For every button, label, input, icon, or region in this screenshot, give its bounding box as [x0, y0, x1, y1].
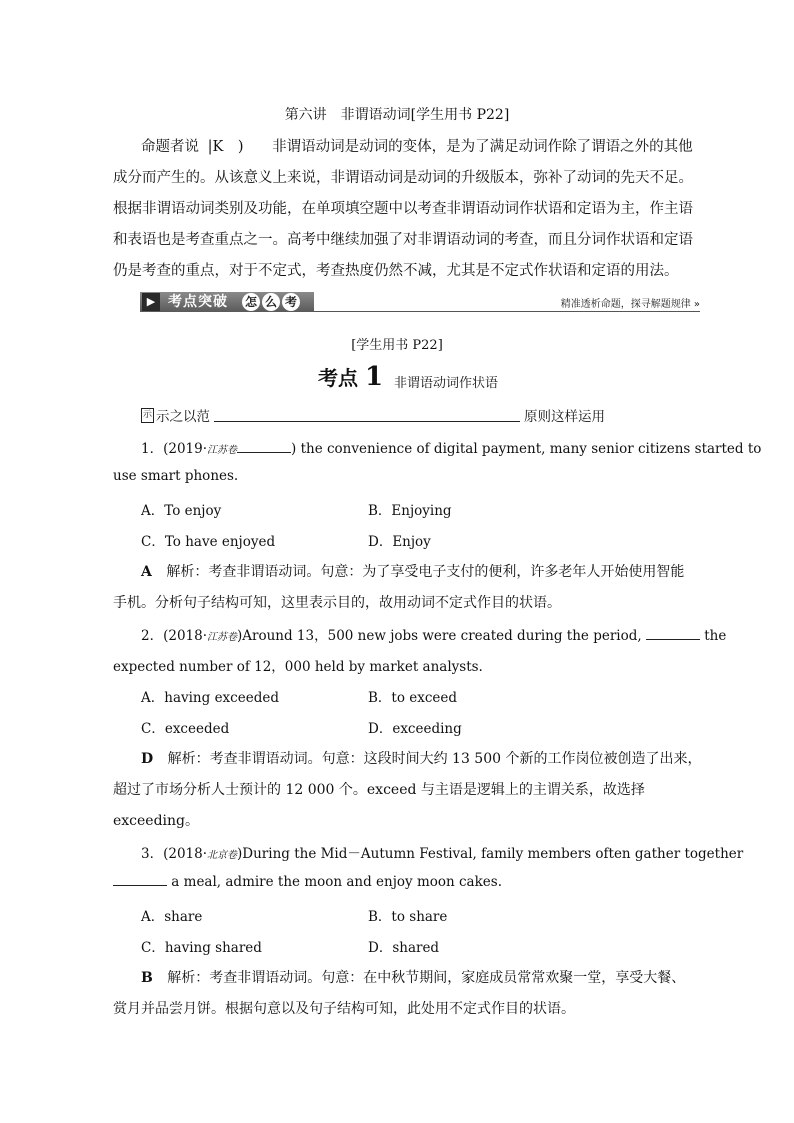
question-3-num: 3．(2018·: [141, 846, 208, 862]
question-1-analysis-line-1: [113, 561, 683, 581]
question-3-option-c: C．having shared: [141, 940, 262, 956]
kaodian-number: 1: [364, 362, 384, 392]
question-3-text-2: a meal, admire the moon and enjoy moon cakes.: [171, 874, 502, 890]
question-2-option-a: A．having exceeded: [141, 690, 279, 706]
question-2-answer: D: [141, 751, 154, 767]
banner-circle-2: 么: [262, 293, 280, 311]
question-2-blank: [646, 627, 700, 640]
question-1-option-b: B．Enjoying: [368, 503, 452, 519]
question-1-answer: A: [141, 564, 152, 580]
shiyi-box-icon: 示: [141, 408, 154, 423]
question-3-line-2: [113, 873, 502, 890]
banner-rule: [314, 311, 700, 312]
question-1-option-d: D．Enjoy: [368, 534, 431, 550]
kaodian-subtitle: 非谓语动词作状语: [394, 376, 499, 391]
shiyi-right: 原则这样运用: [524, 409, 605, 425]
question-2-analysis-text: 解析：考查非谓语动词。句意：这段时间大约 13 500 个新的工作岗位被创造了出来，: [167, 751, 702, 767]
intro-line-4: 和表语也是考查重点之一。高考中继续加强了对非谓语动词的考查，而且分词作状语和定语: [113, 232, 693, 248]
question-3-line-1: [141, 842, 743, 862]
question-2-source: 江苏卷: [207, 632, 238, 643]
question-1-option-a: A．To enjoy: [141, 503, 222, 519]
question-2-analysis-line-1: [113, 748, 702, 768]
question-2-line-1: [141, 624, 726, 644]
question-1-blank: [237, 440, 291, 453]
question-3-analysis-text: 解析：考查非谓语动词。句意：在中秋节期间，家庭成员常常欢聚一堂，享受大餐、: [167, 970, 686, 986]
kaodian-prefix: 考点: [318, 366, 358, 390]
question-2-option-b: B．to exceed: [368, 690, 458, 706]
intro-line-1: [113, 135, 693, 156]
question-1-text: ) the convenience of digital payment, many senior citizens started to: [291, 441, 762, 457]
section-banner: [140, 292, 700, 314]
question-2-num: 2．(2018·: [141, 628, 208, 644]
banner-circle-1: 怎: [242, 293, 260, 311]
banner-circles: [242, 293, 300, 311]
shiyi-line: [141, 405, 605, 425]
shiyi-left: 示之以范: [156, 409, 210, 425]
question-2-analysis-line-3: exceeding。: [113, 813, 200, 829]
question-1-option-c: C．To have enjoyed: [141, 534, 276, 550]
intro-line-3: 根据非谓语动词类别及功能，在单项填空题中以考查非谓语动词作状语和定语为主，作主语: [113, 201, 693, 217]
question-3-answer: B: [141, 970, 153, 986]
intro-mark: |K ): [207, 139, 244, 155]
question-3-analysis-line-1: [113, 967, 686, 987]
question-1-num: 1．(2019·: [141, 441, 208, 457]
question-1-analysis-text: 解析：考查非谓语动词。句意：为了享受电子支付的便利，许多老年人开始使用智能: [166, 564, 685, 580]
question-3-source: 北京卷: [207, 850, 238, 861]
question-3-option-a: A．share: [141, 909, 203, 925]
banner-circle-3: 考: [282, 293, 300, 311]
shiyi-blank: [214, 408, 520, 422]
question-3-option-b: B．to share: [368, 909, 448, 925]
question-1-analysis-line-2: 手机。分析句子结构可知，这里表示目的，故用动词不定式作目的状语。: [113, 595, 561, 611]
question-3-blank: [113, 873, 167, 886]
kaodian-heading: [318, 362, 383, 392]
intro-label: 命题者说: [141, 139, 199, 155]
intro-line-2: 成分而产生的。从该意义上来说，非谓语动词是动词的升级版本，弥补了动词的先天不足。: [113, 170, 693, 186]
question-2-option-d: D．exceeding: [368, 721, 462, 737]
play-arrow-icon: ▶: [142, 293, 160, 311]
banner-label: 考点突破: [168, 294, 228, 310]
question-2-line-2: expected number of 12，000 held by market analysts.: [113, 659, 483, 675]
banner-tagline: 精准透析命题，探寻解题规律 »: [560, 299, 700, 310]
question-1-source: 江苏卷: [207, 445, 238, 456]
lecture-title: 第六讲 非谓语动词[学生用书 P22]: [284, 107, 510, 123]
intro-text: 非谓语动词是动词的变体，是为了满足动词作除了谓语之外的其他: [272, 139, 693, 155]
section-reference: [学生用书 P22]: [351, 338, 443, 353]
question-1-line-1: [141, 437, 761, 457]
question-2-analysis-line-2: 超过了市场分析人士预计的 12 000 个。exceed 与主语是逻辑上的主谓关系，故选择: [113, 782, 645, 798]
question-3-text: )During the Mid－Autumn Festival, family members often gather together: [237, 846, 744, 862]
intro-line-5: 仍是考查的重点，对于不定式，考查热度仍然不减，尤其是不定式作状语和定语的用法。: [113, 263, 679, 279]
question-1-line-2: use smart phones.: [113, 468, 239, 484]
question-2-option-c: C．exceeded: [141, 721, 230, 737]
question-2-text: )Around 13，500 new jobs were created during the period,: [237, 628, 642, 644]
question-3-option-d: D．shared: [368, 940, 440, 956]
question-3-analysis-line-2: 赏月并品尝月饼。根据句意以及句子结构可知，此处用不定式作目的状语。: [113, 1001, 575, 1017]
question-2-tail: the: [704, 628, 727, 644]
